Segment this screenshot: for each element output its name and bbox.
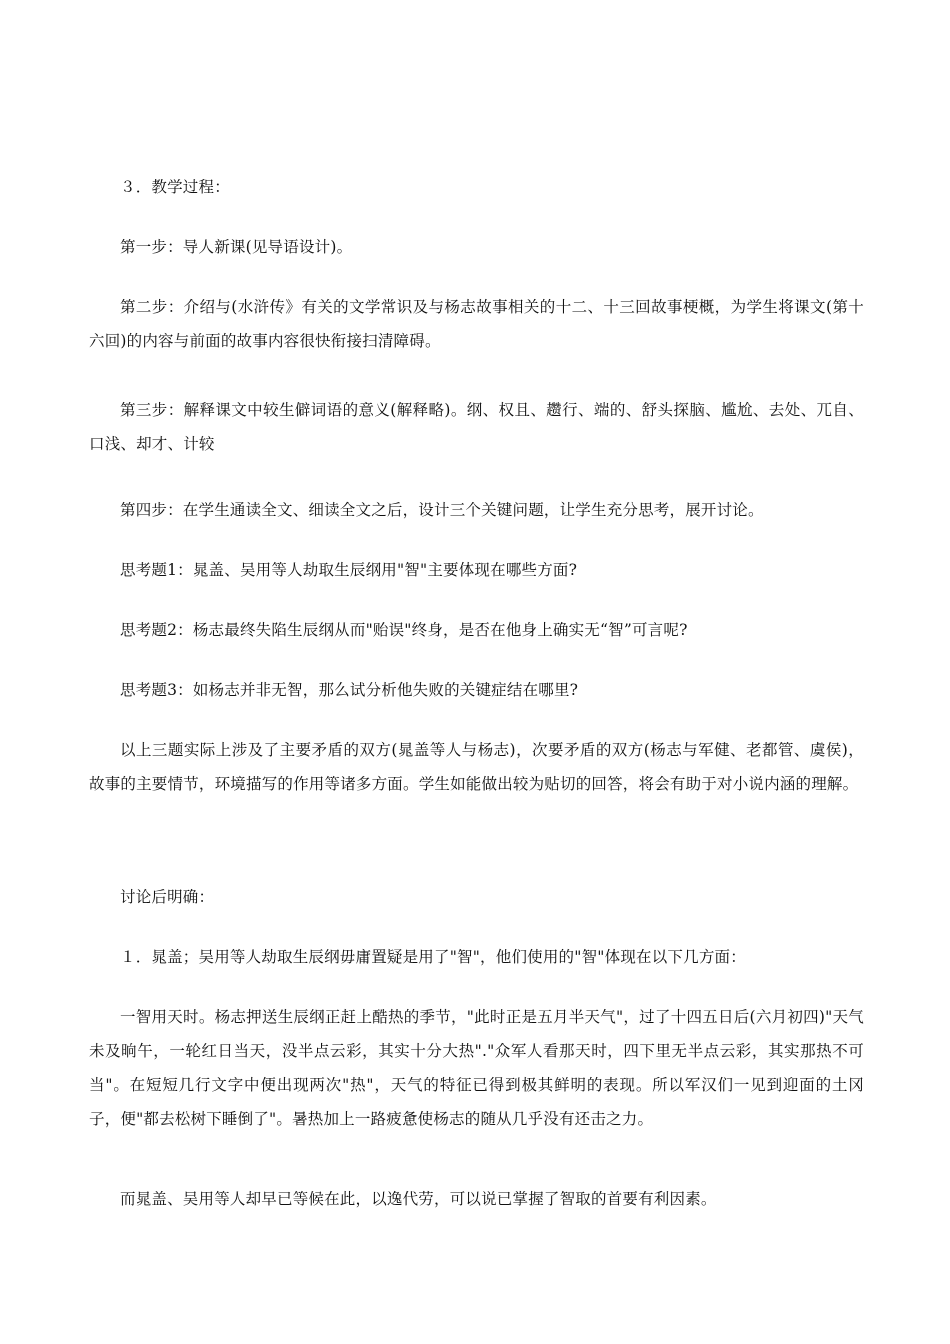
question-two-paragraph: 思考题2：杨志最终失陷生辰纲从而"贻误"终身，是否在他身上确实无“智”可言呢? xyxy=(120,621,688,639)
question-three-paragraph: 思考题3：如杨志并非无智，那么试分析他失败的关键症结在哪里? xyxy=(120,681,579,699)
discussion-heading: 讨论后明确： xyxy=(120,888,215,906)
step-three-paragraph: 第三步：解释课文中较生僻词语的意义(解释略)。纲、权且、趱行、端的、舒头探脑、尴尬、去处、兀自、口浅、却才、计较 xyxy=(89,401,864,453)
analysis-paragraph: 以上三题实际上涉及了主要矛盾的双方(晁盖等人与杨志)，次要矛盾的双方(杨志与军健、老都管、虞侯)，故事的主要情节，环境描写的作用等诸多方面。学生如能做出较为贴切的回答，将会有助于对小说内涵的理解。 xyxy=(89,741,864,793)
question-one-paragraph: 思考题1：晁盖、吴用等人劫取生辰纲用"智"主要体现在哪些方面? xyxy=(120,561,578,579)
step-four-paragraph: 第四步：在学生通读全文、细读全文之后，设计三个关键问题，让学生充分思考，展开讨论。 xyxy=(120,501,764,519)
point-one-paragraph: １．晁盖；吴用等人劫取生辰纲毋庸置疑是用了"智"，他们使用的"智"体现在以下几方面： xyxy=(120,948,746,966)
weather-paragraph: 一智用天时。杨志押送生辰纲正赶上酷热的季节，"此时正是五月半天气"，过了十四五日后(六月初四)"天气未及晌午，一轮红日当天，没半点云彩，其实十分大热"."众军人看那天时，四下里无半点云彩，其实那热不可当"。在短短几行文字中便出现两次"热"，天气的特征已得到极其鲜明的表现。所以军汉们一见到迎面的土冈子，便"都去松树下睡倒了"。暑热加上一路疲惫使杨志的随从几乎没有还击之力。 xyxy=(89,1008,864,1128)
step-one-paragraph: 第一步：导人新课(见导语设计)。 xyxy=(120,238,353,256)
step-two-paragraph: 第二步：介绍与(水浒传》有关的文学常识及与杨志故事相关的十二、十三回故事梗概，为学生将课文(第十六回)的内容与前面的故事内容很快衔接扫清障碍。 xyxy=(89,298,864,350)
conclusion-paragraph: 而晁盖、吴用等人却早已等候在此，以逸代劳，可以说已掌握了智取的首要有利因素。 xyxy=(120,1190,717,1208)
section-heading: ３．教学过程： xyxy=(120,178,230,196)
